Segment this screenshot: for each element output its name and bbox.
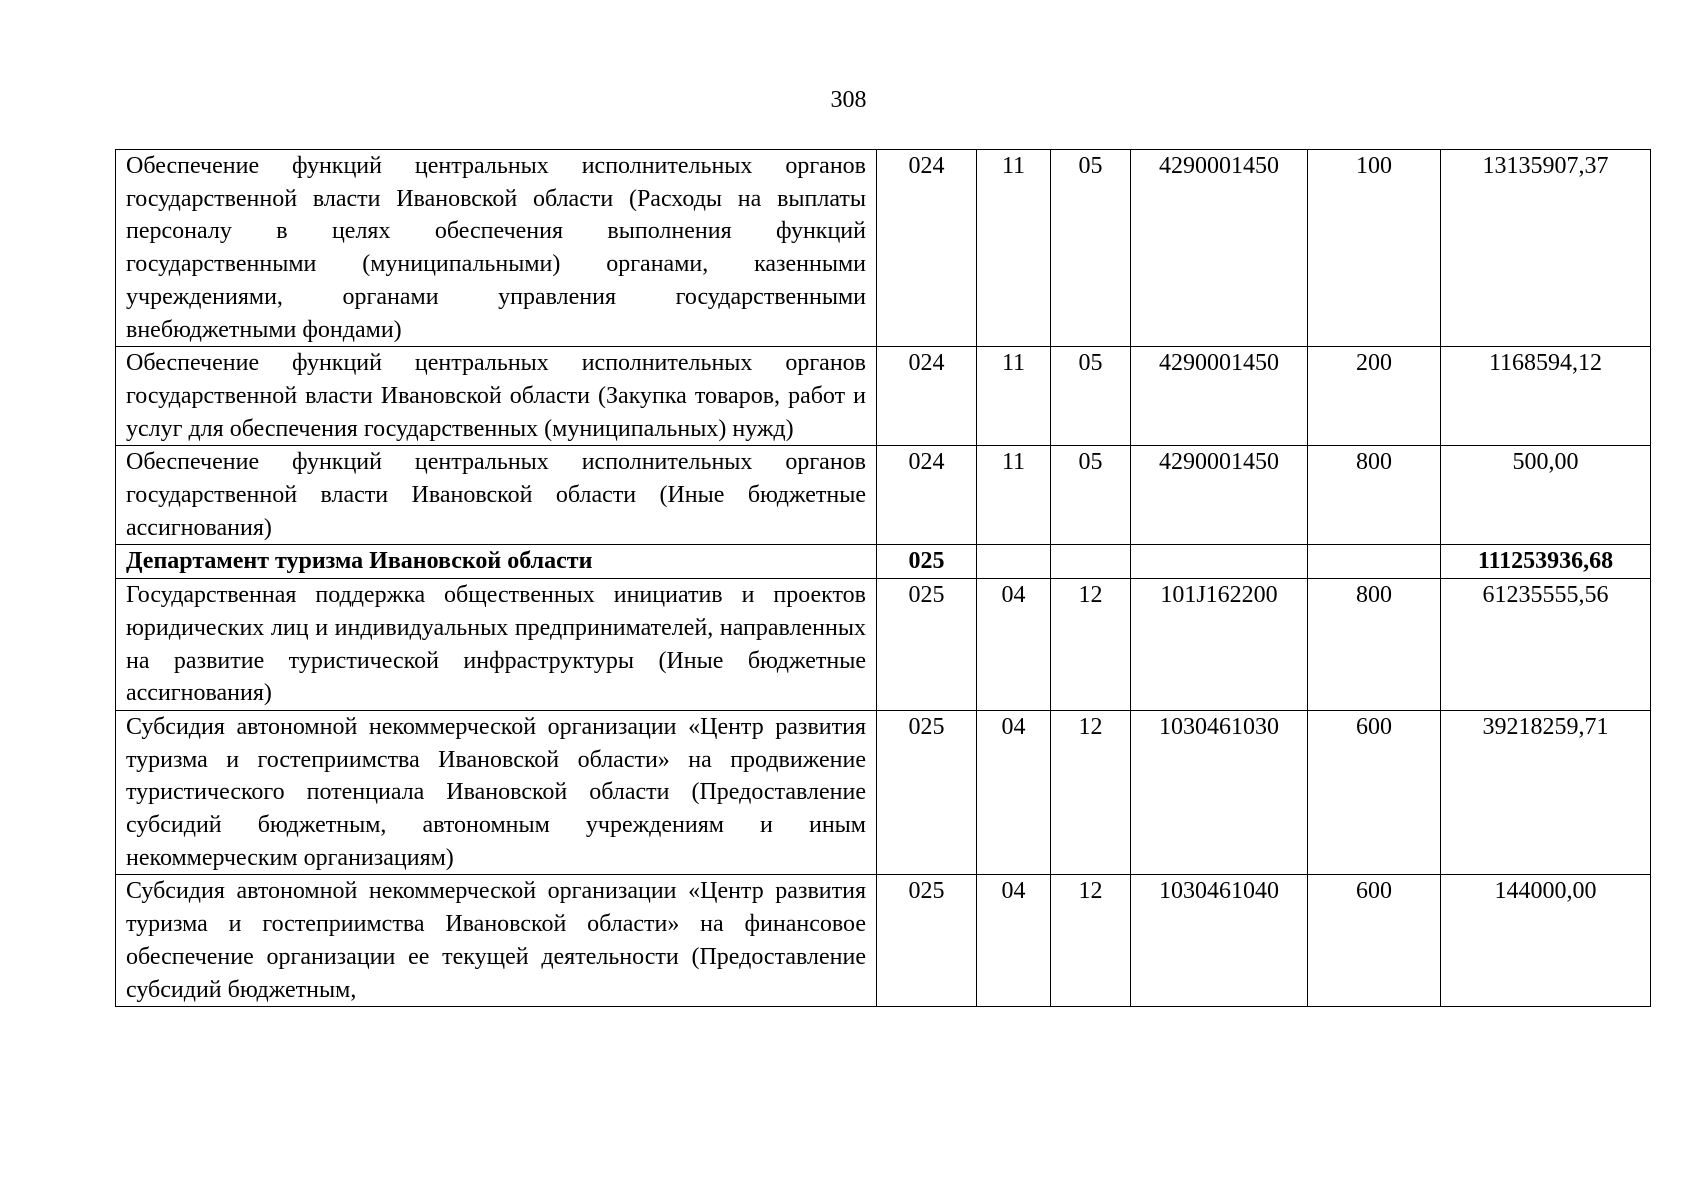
section-code: 11 xyxy=(977,150,1051,347)
amount: 1168594,12 xyxy=(1441,347,1651,446)
subsection-code: 05 xyxy=(1051,347,1131,446)
expense-type-code: 600 xyxy=(1308,710,1441,875)
subsection-code: 12 xyxy=(1051,875,1131,1007)
amount: 39218259,71 xyxy=(1441,710,1651,875)
amount: 13135907,37 xyxy=(1441,150,1651,347)
expense-type-code: 100 xyxy=(1308,150,1441,347)
target-article-code: 4290001450 xyxy=(1131,150,1308,347)
table-row xyxy=(116,347,1651,446)
table-row xyxy=(116,150,1651,347)
department-name: Департамент туризма Ивановской области xyxy=(116,545,877,579)
expense-type-code xyxy=(1308,545,1441,579)
amount: 500,00 xyxy=(1441,446,1651,545)
budget-table xyxy=(115,149,1651,1007)
amount: 144000,00 xyxy=(1441,875,1651,1007)
ministry-code: 024 xyxy=(877,347,977,446)
row-description: Субсидия автономной некоммерческой организации «Центр развития туризма и гостеприимства Ивановской области» на продвижение туристического потенциала Ивановской области (Предоставление субсидий бюджетным, автономным учреждениям и иным некоммерческим организациям) xyxy=(116,710,877,875)
subsection-code: 05 xyxy=(1051,150,1131,347)
ministry-code: 025 xyxy=(877,710,977,875)
section-code: 04 xyxy=(977,710,1051,875)
row-description: Обеспечение функций центральных исполнительных органов государственной власти Ивановской области (Закупка товаров, работ и услуг для обеспечения государственных (муниципальных) нужд) xyxy=(116,347,877,446)
target-article-code: 4290001450 xyxy=(1131,347,1308,446)
section-code xyxy=(977,545,1051,579)
section-code: 04 xyxy=(977,875,1051,1007)
table-row xyxy=(116,579,1651,711)
subsection-code: 05 xyxy=(1051,446,1131,545)
ministry-code: 025 xyxy=(877,545,977,579)
amount: 61235555,56 xyxy=(1441,579,1651,711)
expense-type-code: 200 xyxy=(1308,347,1441,446)
section-code: 11 xyxy=(977,347,1051,446)
section-code: 11 xyxy=(977,446,1051,545)
expense-type-code: 600 xyxy=(1308,875,1441,1007)
ministry-code: 024 xyxy=(877,150,977,347)
ministry-code: 024 xyxy=(877,446,977,545)
budget-table-body xyxy=(116,150,1651,1007)
row-description: Обеспечение функций центральных исполнительных органов государственной власти Ивановской области (Расходы на выплаты персоналу в целях обеспечения выполнения функций государственными (муниципальными) органами, казенными учреждениями, органами управления государственными внебюджетными фондами) xyxy=(116,150,877,347)
table-row xyxy=(116,710,1651,875)
target-article-code: 4290001450 xyxy=(1131,446,1308,545)
expense-type-code: 800 xyxy=(1308,446,1441,545)
table-row xyxy=(116,446,1651,545)
target-article-code xyxy=(1131,545,1308,579)
row-description: Субсидия автономной некоммерческой организации «Центр развития туризма и гостеприимства Ивановской области» на финансовое обеспечение организации ее текущей деятельности (Предоставление субсидий бюджетным, xyxy=(116,875,877,1007)
subsection-code: 12 xyxy=(1051,710,1131,875)
ministry-code: 025 xyxy=(877,875,977,1007)
target-article-code: 1030461040 xyxy=(1131,875,1308,1007)
subsection-code xyxy=(1051,545,1131,579)
row-description: Обеспечение функций центральных исполнительных органов государственной власти Ивановской области (Иные бюджетные ассигнования) xyxy=(116,446,877,545)
ministry-code: 025 xyxy=(877,579,977,711)
target-article-code: 1030461030 xyxy=(1131,710,1308,875)
page-number: 308 xyxy=(830,87,867,113)
subsection-code: 12 xyxy=(1051,579,1131,711)
row-description: Государственная поддержка общественных инициатив и проектов юридических лиц и индивидуальных предпринимателей, направленных на развитие туристической инфраструктуры (Иные бюджетные ассигнования) xyxy=(116,579,877,711)
department-total-row xyxy=(116,545,1651,579)
table-row xyxy=(116,875,1651,1007)
target-article-code: 101J162200 xyxy=(1131,579,1308,711)
section-code: 04 xyxy=(977,579,1051,711)
expense-type-code: 800 xyxy=(1308,579,1441,711)
department-total-amount: 111253936,68 xyxy=(1441,545,1651,579)
